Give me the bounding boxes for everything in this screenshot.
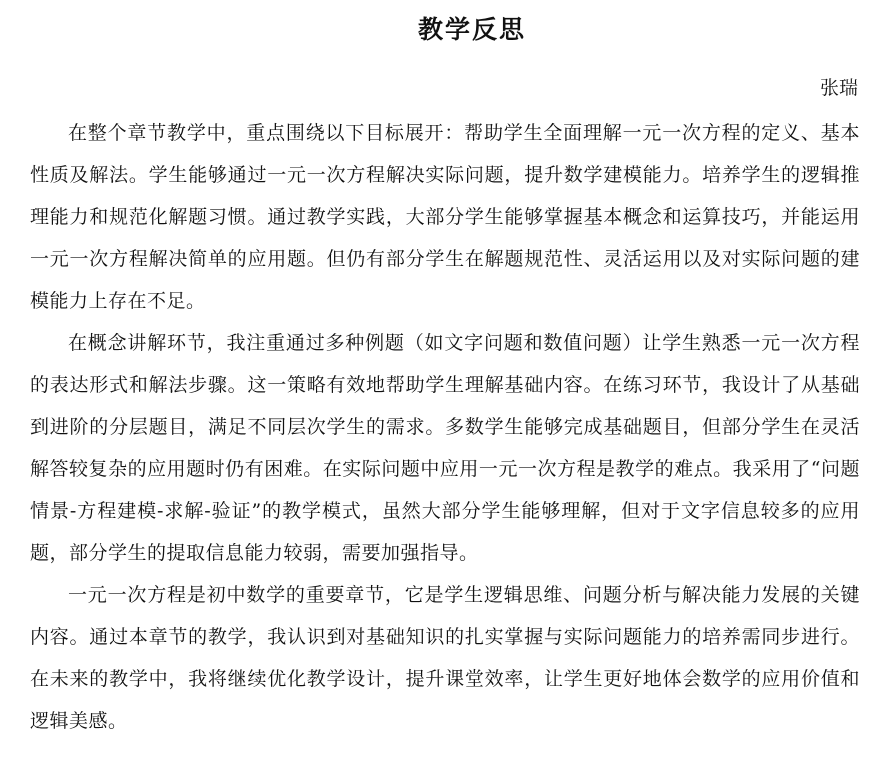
paragraph: 一元一次方程是初中数学的重要章节，它是学生逻辑思维、问题分析与解决能力发展的关键内容。通过本章节的教学，我认识到对基础知识的扎实掌握与实际问题能力的培养需同步进行。在未来的教学中，我将继续优化教学设计，提升课堂效率，让学生更好地体会数学的应用价值和逻辑美感。 (30, 584, 860, 732)
paragraph: 在概念讲解环节，我注重通过多种例题（如文字问题和数值问题）让学生熟悉一元一次方程的表达形式和解法步骤。这一策略有效地帮助学生理解基础内容。在练习环节，我设计了从基础到进阶的分层题目，满足不同层次学生的需求。多数学生能够完成基础题目，但部分学生在灵活解答较复杂的应用题时仍有困难。在实际问题中应用一元一次方程是教学的难点。我采用了“问题情景-方程建模-求解-验证”的教学模式，虽然大部分学生能够理解，但对于文字信息较多的应用题，部分学生的提取信息能力较弱，需要加强指导。 (30, 332, 860, 564)
document-title: 教学反思 (417, 15, 526, 44)
document-body (30, 112, 860, 742)
author-name: 张瑞 (819, 77, 858, 99)
paragraph: 在整个章节教学中，重点围绕以下目标展开：帮助学生全面理解一元一次方程的定义、基本性质及解法。学生能够通过一元一次方程解决实际问题，提升数学建模能力。培养学生的逻辑推理能力和规范化解题习惯。通过教学实践，大部分学生能够掌握基本概念和运算技巧，并能运用一元一次方程解决简单的应用题。但仍有部分学生在解题规范性、灵活运用以及对实际问题的建模能力上存在不足。 (30, 122, 860, 312)
